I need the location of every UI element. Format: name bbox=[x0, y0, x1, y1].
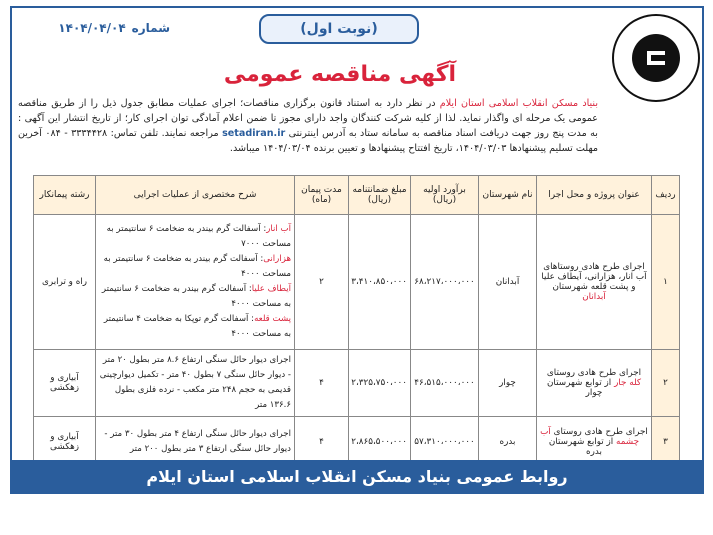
project-text: اجرای طرح هادی روستاهای آب انار، هزارانی، آیطاف علیا و پشت قلعه شهرستان bbox=[541, 262, 647, 292]
cell-guarantee: ۳،۴۱۰،۸۵۰،۰۰۰ bbox=[349, 215, 411, 350]
desc-work: : آسفالت گرم بیندر به ضخامت ۶ سانتیمتر به مساحت ۷۰۰۰ bbox=[106, 224, 291, 249]
cell-field: راه و ترابری bbox=[34, 215, 96, 350]
cell-field: آبیاری و زهکشی bbox=[34, 350, 96, 417]
project-text: اجرای طرح هادی روستای bbox=[546, 368, 642, 378]
project-red-text: کله جار bbox=[614, 378, 642, 388]
cell-project bbox=[537, 215, 652, 350]
round-label: (نوبت اول) bbox=[259, 14, 419, 44]
th-estimate: برآورد اولیه (ریال) bbox=[411, 176, 479, 215]
cell-field: آبیاری و زهکشی bbox=[34, 417, 96, 467]
cell-guarantee: ۲،۸۶۵،۵۰۰،۰۰۰ bbox=[349, 417, 411, 467]
cell-duration: ۴ bbox=[295, 417, 349, 467]
intro-paragraph bbox=[18, 96, 598, 156]
th-duration: مدت پیمان (ماه) bbox=[295, 176, 349, 215]
cell-city: آبدانان bbox=[479, 215, 537, 350]
desc-work: : آسفالت گرم بیندر به ضخامت ۶ سانتیمتر به مساحت ۴۰۰۰ bbox=[101, 284, 291, 309]
cell-radif: ۲ bbox=[652, 350, 680, 417]
page-title: آگهی مناقصه عمومی bbox=[223, 62, 457, 87]
table-row bbox=[34, 417, 680, 467]
table-header-row bbox=[34, 176, 680, 215]
cell-radif: ۱ bbox=[652, 215, 680, 350]
foundation-logo bbox=[612, 14, 700, 102]
desc-line bbox=[99, 252, 291, 282]
th-project: عنوان پروژه و محل اجرا bbox=[537, 176, 652, 215]
cell-radif: ۳ bbox=[652, 417, 680, 467]
desc-village: آیطاف علیا bbox=[251, 284, 291, 294]
th-radif: ردیف bbox=[652, 176, 680, 215]
project-red-text: آب چشمه bbox=[540, 426, 640, 447]
desc-line bbox=[99, 222, 291, 252]
intro-body: در نظر دارد به استناد قانون برگزاری مناقصات؛ اجرای عملیات مطابق جدول ذیل را از طریق مناقصه عمومی یک مرحله ای واگذار نماید. لذا از کلیه شرکت کنندگان واجد دارای مجوز تا ضمن اعلام آمادگی توان اجرای کار؛ از تاریخ انتشار این آگهی : به مدت پنج روز جهت دریافت اسناد مناقصه به سامانه ستاد به آدرس اینترنتی bbox=[18, 98, 598, 139]
table-row bbox=[34, 350, 680, 417]
project-tail-text: از توابع شهرستان چوار bbox=[546, 378, 612, 398]
ad-number bbox=[20, 18, 170, 38]
cell-desc bbox=[96, 215, 295, 350]
cell-guarantee: ۲،۳۲۵،۷۵۰،۰۰۰ bbox=[349, 350, 411, 417]
cell-duration: ۴ bbox=[295, 350, 349, 417]
cell-project bbox=[537, 417, 652, 467]
project-tail-text: از توابع شهرستان بدره bbox=[548, 436, 614, 457]
cell-project bbox=[537, 350, 652, 417]
number-label: شماره bbox=[131, 21, 170, 35]
project-red-text: آبدانان bbox=[582, 292, 606, 302]
desc-village: پشت قلعه bbox=[254, 314, 291, 324]
intro-tail: مراجعه نمایند. تلفن تماس: ۳۳۳۴۴۲۸ - ۰۸۴ آخرین مهلت تسلیم پیشنهادها ۱۴۰۴/۰۳/۰۳، تاریخ افتتاح پیشنهادها و تعیین برنده ۱۴۰۴/۰۳/۰۴ میباشد. bbox=[18, 128, 598, 154]
cell-city: بدره bbox=[479, 417, 537, 467]
th-field: رشته پیمانکار bbox=[34, 176, 96, 215]
desc-line bbox=[99, 282, 291, 312]
logo-emblem-icon bbox=[632, 34, 680, 82]
cell-desc: اجرای دیوار حائل سنگی ارتفاع ۸.۶ متر بطول ۲۰ متر - دیوار حائل سنگی ۷ بطول ۴۰ متر - تکمیل دیوارچینی قدیمی به حجم ۲۴۸ متر مکعب - نرده فلزی بطول ۱۳۶.۶ متر bbox=[96, 350, 295, 417]
tender-table bbox=[33, 175, 680, 467]
cell-estimate: ۶۸،۲۱۷،۰۰۰،۰۰۰ bbox=[411, 215, 479, 350]
desc-village: هزارانی bbox=[263, 254, 291, 264]
th-desc: شرح مختصری از عملیات اجرایی bbox=[96, 176, 295, 215]
intro-site-link[interactable]: setadiran.ir bbox=[222, 128, 286, 139]
desc-village: آب انار bbox=[266, 224, 291, 234]
cell-desc: اجرای دیوار حائل سنگی ارتفاع ۴ متر بطول ۳۰ متر - دیوار حائل سنگی ارتفاع ۳ متر بطول ۲۰۰ متر bbox=[96, 417, 295, 467]
th-city: نام شهرستان bbox=[479, 176, 537, 215]
desc-line bbox=[99, 312, 291, 342]
desc-work: : آسفالت گرم بیندر به ضخامت ۶ سانتیمتر به مساحت ۴۰۰۰ bbox=[103, 254, 291, 279]
th-guarantee: مبلغ ضمانتنامه (ریال) bbox=[349, 176, 411, 215]
desc-work: : آسفالت گرم توپکا به ضخامت ۴ سانتیمتر به مساحت ۴۰۰۰ bbox=[103, 314, 291, 339]
cell-estimate: ۵۷،۳۱۰،۰۰۰،۰۰۰ bbox=[411, 417, 479, 467]
intro-org: بنیاد مسکن انقلاب اسلامی استان ایلام bbox=[439, 98, 598, 109]
table-row bbox=[34, 215, 680, 350]
footer-banner: روابط عمومی بنیاد مسکن انقلاب اسلامی استان ایلام bbox=[12, 460, 702, 492]
cell-duration: ۲ bbox=[295, 215, 349, 350]
cell-city: چوار bbox=[479, 350, 537, 417]
project-text: اجرای طرح هادی روستای bbox=[553, 426, 648, 437]
cell-estimate: ۴۶،۵۱۵،۰۰۰،۰۰۰ bbox=[411, 350, 479, 417]
number-value: ۱۴۰۴/۰۴/۰۴ bbox=[58, 21, 126, 35]
